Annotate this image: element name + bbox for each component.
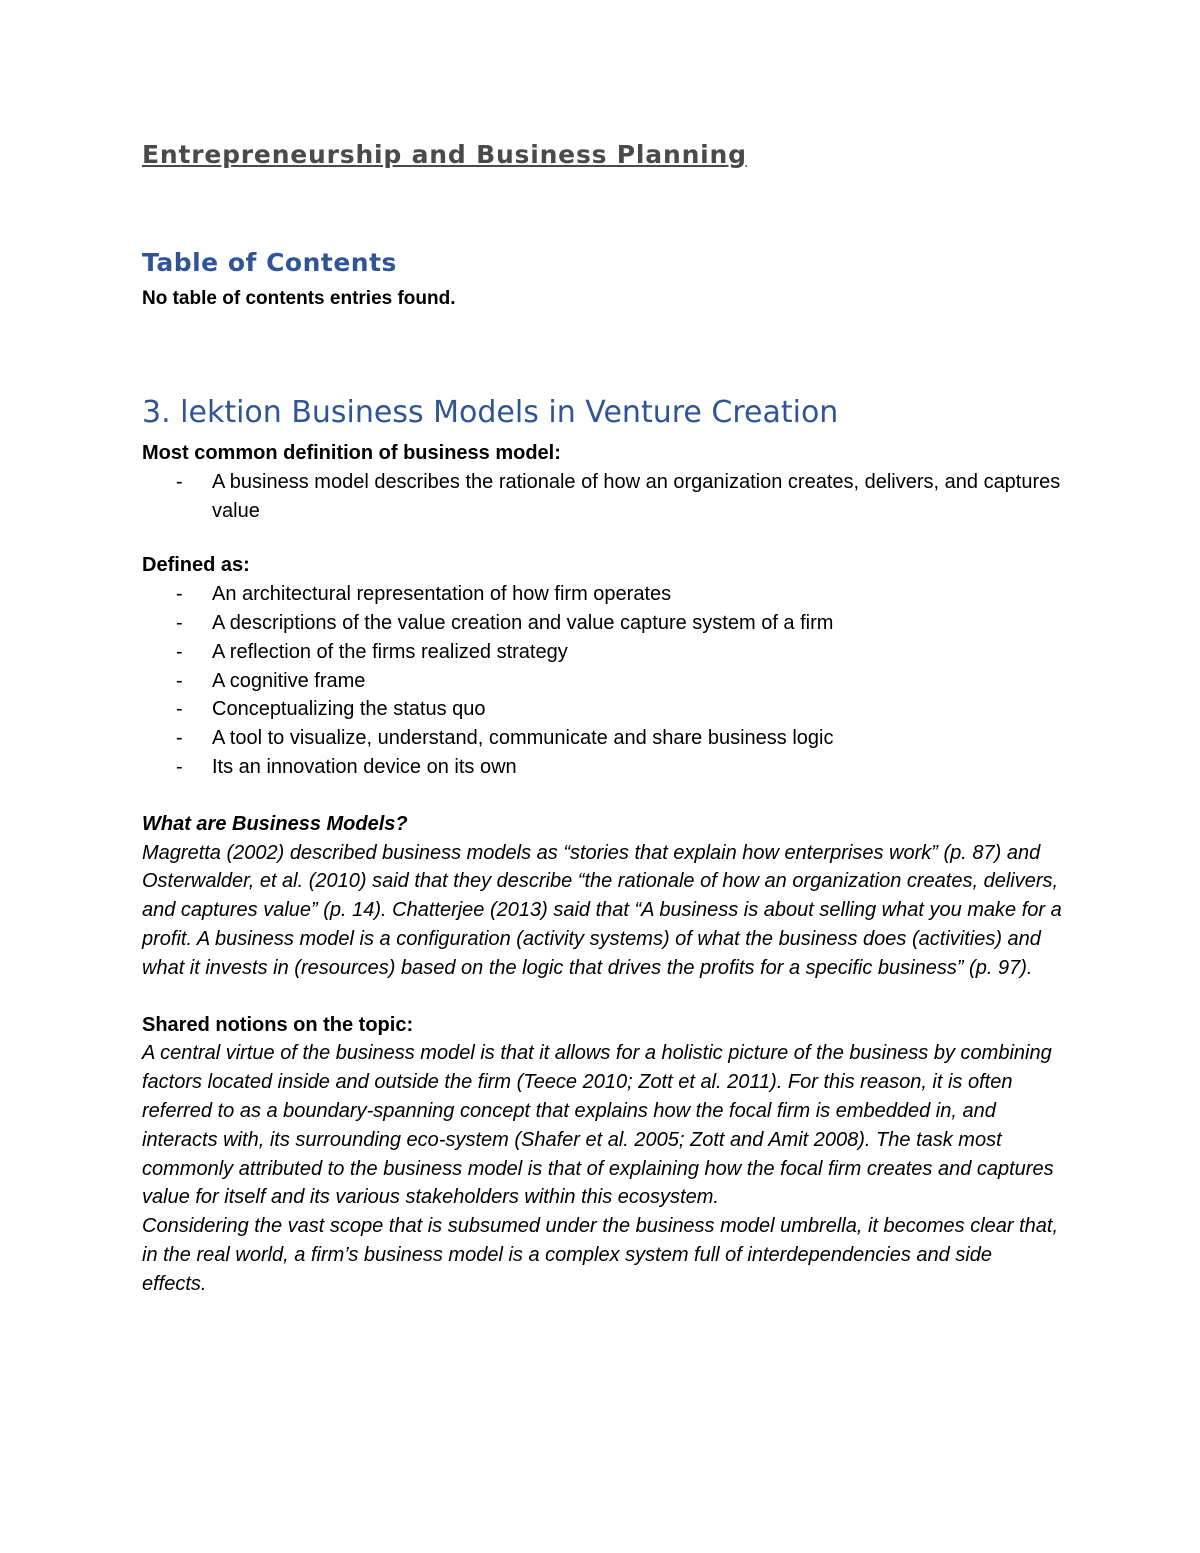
dash-bullet: - <box>176 583 183 606</box>
list-item-text: A descriptions of the value creation and value capture system of a firm <box>212 611 834 634</box>
list-item <box>142 580 1062 609</box>
list-item <box>142 753 1062 782</box>
list-item <box>142 724 1062 753</box>
list-item-text: Conceptualizing the status quo <box>212 698 486 721</box>
definition-list <box>142 468 1062 526</box>
list-item <box>142 638 1062 667</box>
definition-label: Most common definition of business model: <box>142 442 561 464</box>
section-heading: 3. lektion Business Models in Venture Creation <box>142 395 839 430</box>
defined-as-label: Defined as: <box>142 554 250 577</box>
dash-bullet: - <box>176 470 183 493</box>
defined-as-list <box>142 580 1062 782</box>
dash-bullet: - <box>176 755 183 778</box>
list-item-text: A business model describes the rationale of how an organization creates, delivers, and captures value <box>212 470 1061 522</box>
list-item-text: Its an innovation device on its own <box>212 755 517 778</box>
dash-bullet: - <box>176 611 183 634</box>
list-item-text: A tool to visualize, understand, communicate and share business logic <box>212 727 834 750</box>
what-are-paragraph: Magretta (2002) described business models as “stories that explain how enterprises work” (p. 87) and Osterwalder, et al. (2010) said that they describe “the rationale of how an organization creates, delivers, and captures value” (p. 14). Chatterjee (2013) said that “A business is about selling what you make for a profit. A business model is a configuration (activity systems) of what the business does (activities) and what it invests in (resources) based on the logic that drives the profits for a specific business” (p. 97). <box>142 841 1062 979</box>
dash-bullet: - <box>176 727 183 750</box>
list-item-text: An architectural representation of how firm operates <box>212 583 672 606</box>
toc-heading: Table of Contents <box>142 248 397 277</box>
list-item <box>142 695 1062 724</box>
dash-bullet: - <box>176 698 183 721</box>
what-are-label: What are Business Models? <box>142 812 408 835</box>
list-item <box>142 667 1062 696</box>
toc-empty-message: No table of contents entries found. <box>142 288 456 309</box>
dash-bullet: - <box>176 640 183 663</box>
section-business-models <box>142 393 1062 1299</box>
list-item-text: A reflection of the firms realized strategy <box>212 640 568 663</box>
document-title: Entrepreneurship and Business Planning <box>142 140 747 169</box>
list-item-text: A cognitive frame <box>212 669 366 692</box>
shared-notions-paragraph-1: A central virtue of the business model is that it allows for a holistic picture of the business by combining factors located inside and outside the firm (Teece 2010; Zott et al. 2011). For this reason, it is often referred to as a boundary-spanning concept that explains how the focal firm is embedded in, and interacts with, its surrounding eco-system (Shafer et al. 2005; Zott and Amit 2008). The task most commonly attributed to the business model is that of explaining how the focal firm creates and captures value for itself and its various stakeholders within this ecosystem. <box>142 1042 1054 1209</box>
shared-notions-paragraph-2: Considering the vast scope that is subsumed under the business model umbrella, it becomes clear that, in the real world, a firm’s business model is a complex system full of interdependencies and side effects. <box>142 1215 1059 1295</box>
shared-notions-label: Shared notions on the topic: <box>142 1013 414 1036</box>
dash-bullet: - <box>176 669 183 692</box>
list-item <box>142 609 1062 638</box>
list-item <box>142 468 1062 526</box>
